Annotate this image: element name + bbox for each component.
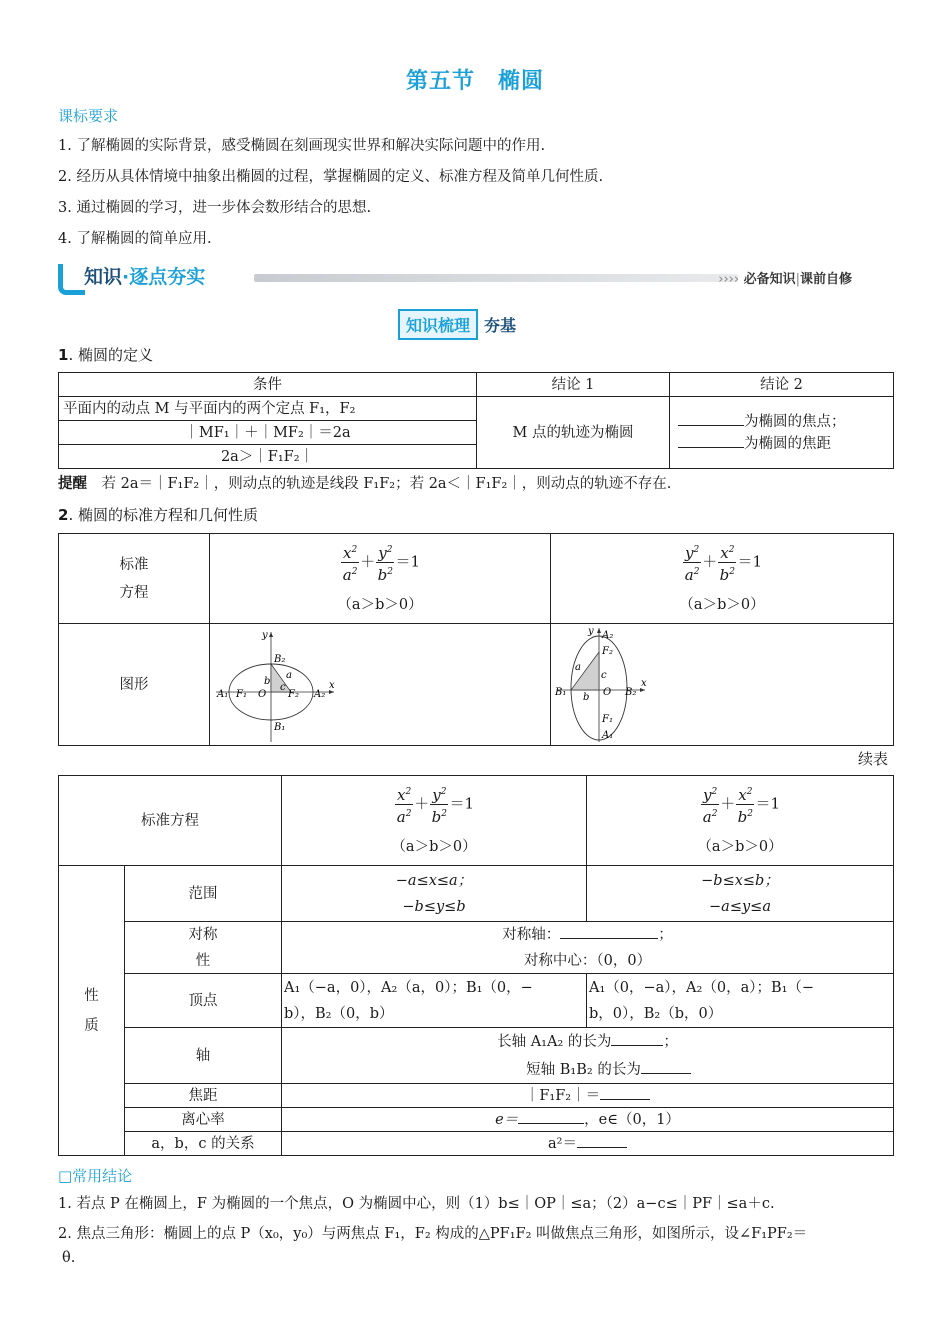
condition-cell: 2a＞｜F₁F₂｜	[59, 445, 477, 469]
relation-cell: a²＝	[282, 1132, 894, 1156]
std-label-cell: 标准 方程	[59, 534, 210, 624]
vertical-ellipse-figure	[553, 626, 663, 744]
eccentricity-cell: e＝ ，e∈（0，1）	[282, 1108, 894, 1132]
figure-vertical-cell	[551, 624, 894, 746]
svg-text:A₂: A₂	[314, 688, 326, 700]
remark: 提醒 若 2a＝｜F₁F₂｜，则动点的轨迹是线段 F₁F₂；若 2a＜｜F₁F₂｜，则动点的轨迹不存在.	[58, 476, 672, 492]
horizontal-ellipse-figure	[214, 626, 344, 744]
svg-text:c: c	[601, 669, 607, 681]
svg-text:B₂: B₂	[274, 653, 286, 665]
badge-secondary: 夯基	[484, 316, 517, 335]
conclusion1-cell: M 点的轨迹为椭圆	[477, 397, 670, 469]
badge-primary: 知识梳理	[398, 309, 478, 340]
range-label: 范围	[125, 866, 282, 922]
symmetry-cell: 对称轴： ； 对称中心：（0，0）	[282, 922, 894, 974]
svg-text:O: O	[258, 688, 267, 700]
section1-heading: 1. 椭圆的定义	[58, 346, 153, 364]
continued-label: 续表	[858, 750, 889, 768]
common-heading: □常用结论	[58, 1167, 133, 1185]
table-header: 结论 2	[670, 373, 894, 397]
section2-heading: 2. 椭圆的标准方程和几何性质	[58, 506, 258, 524]
vertex-horizontal: A₁（−a，0），A₂（a，0）；B₁（0，− b），B₂（0，b）	[282, 974, 587, 1028]
conclusion2-cell: 为椭圆的焦点； 为椭圆的焦距	[670, 397, 894, 469]
properties-table-2	[58, 775, 894, 1156]
banner-bar	[254, 274, 738, 282]
figure-horizontal-cell	[210, 624, 551, 746]
curriculum-heading: 课标要求	[58, 107, 119, 125]
svg-text:B₁: B₁	[274, 721, 286, 733]
curriculum-item: 4. 了解椭圆的简单应用.	[58, 231, 212, 247]
svg-text:y: y	[588, 625, 594, 637]
focal-cell: ｜F₁F₂｜＝	[282, 1084, 894, 1108]
common-item-cont: θ.	[62, 1250, 76, 1266]
svg-text:x: x	[329, 679, 335, 691]
definition-table	[58, 372, 894, 469]
std-eq-vertical: $\frac{y^2}{a^2}$ ＋ $\frac{x^2}{b^2}$ ＝1 （a＞b＞0）	[551, 534, 894, 624]
svg-text:b: b	[264, 675, 271, 687]
std-eq-horizontal: $\frac{x^2}{a^2}$ ＋ $\frac{y^2}{b^2}$ ＝1 （a＞b＞0）	[210, 534, 551, 624]
banner-right: ›››› 必备知识|课前自修	[718, 272, 852, 287]
range-horizontal: −a≤x≤a； −b≤y≤b	[282, 866, 587, 922]
curriculum-item: 2. 经历从具体情境中抽象出椭圆的过程，掌握椭圆的定义、标准方程及简单几何性质.	[58, 169, 604, 185]
curriculum-item: 1. 了解椭圆的实际背景，感受椭圆在刻画现实世界和解决实际问题中的作用.	[58, 138, 546, 154]
knowledge-banner	[58, 262, 892, 296]
svg-text:F₂: F₂	[288, 688, 299, 700]
figure-label-cell: 图形	[59, 624, 210, 746]
banner-label: 知识·逐点夯实	[84, 266, 206, 288]
svg-text:A₁: A₁	[217, 688, 229, 700]
table-header: 条件	[59, 373, 477, 397]
svg-text:F₂: F₂	[602, 645, 613, 657]
symmetry-label: 对称 性	[125, 922, 282, 974]
svg-text:y: y	[262, 629, 268, 641]
svg-text:B₁: B₁	[555, 686, 567, 698]
common-item: 1. 若点 P 在椭圆上，F 为椭圆的一个焦点，O 为椭圆中心，则（1）b≤｜OP｜≤a；（2）a−c≤｜PF｜≤a＋c.	[58, 1196, 775, 1212]
svg-text:F₁: F₁	[236, 688, 247, 700]
properties-table-1	[58, 533, 894, 746]
std-label-cell: 标准方程	[59, 776, 282, 866]
vertex-vertical: A₁（0，−a），A₂（0，a）；B₁（− b，0），B₂（b，0）	[587, 974, 894, 1028]
table-header: 结论 1	[477, 373, 670, 397]
section-badge	[398, 309, 516, 337]
svg-text:a: a	[286, 669, 292, 681]
svg-text:F₁: F₁	[602, 713, 613, 725]
svg-text:b: b	[583, 691, 590, 703]
svg-text:c: c	[280, 681, 286, 693]
svg-text:O: O	[603, 686, 612, 698]
curriculum-item: 3. 通过椭圆的学习，进一步体会数形结合的思想.	[58, 200, 372, 216]
range-vertical: −b≤x≤b； −a≤y≤a	[587, 866, 894, 922]
condition-cell: 平面内的动点 M 与平面内的两个定点 F₁，F₂	[59, 397, 477, 421]
axis-cell: 长轴 A₁A₂ 的长为 ； 短轴 B₁B₂ 的长为	[282, 1028, 894, 1084]
std-eq-horizontal: $\frac{x^2}{a^2}$ ＋ $\frac{y^2}{b^2}$ ＝1 （a＞b＞0）	[282, 776, 587, 866]
svg-text:A₂: A₂	[602, 629, 614, 641]
common-item: 2. 焦点三角形：椭圆上的点 P（x₀，y₀）与两焦点 F₁，F₂ 构成的△PF₁F₂ 叫做焦点三角形，如图所示，设∠F₁PF₂＝	[58, 1226, 808, 1242]
axis-label: 轴	[125, 1028, 282, 1084]
svg-text:a: a	[575, 661, 581, 673]
page-title: 第五节 椭圆	[405, 69, 544, 94]
std-eq-vertical: $\frac{y^2}{a^2}$ ＋ $\frac{x^2}{b^2}$ ＝1 （a＞b＞0）	[587, 776, 894, 866]
condition-cell: ｜MF₁｜＋｜MF₂｜＝2a	[59, 421, 477, 445]
props-label-cell: 性 质	[59, 866, 125, 1156]
svg-text:B₂: B₂	[625, 686, 637, 698]
svg-text:A₁: A₁	[602, 729, 614, 741]
svg-text:x: x	[641, 677, 647, 689]
vertex-label: 顶点	[125, 974, 282, 1028]
eccentricity-label: 离心率	[125, 1108, 282, 1132]
focal-label: 焦距	[125, 1084, 282, 1108]
relation-label: a，b，c 的关系	[125, 1132, 282, 1156]
